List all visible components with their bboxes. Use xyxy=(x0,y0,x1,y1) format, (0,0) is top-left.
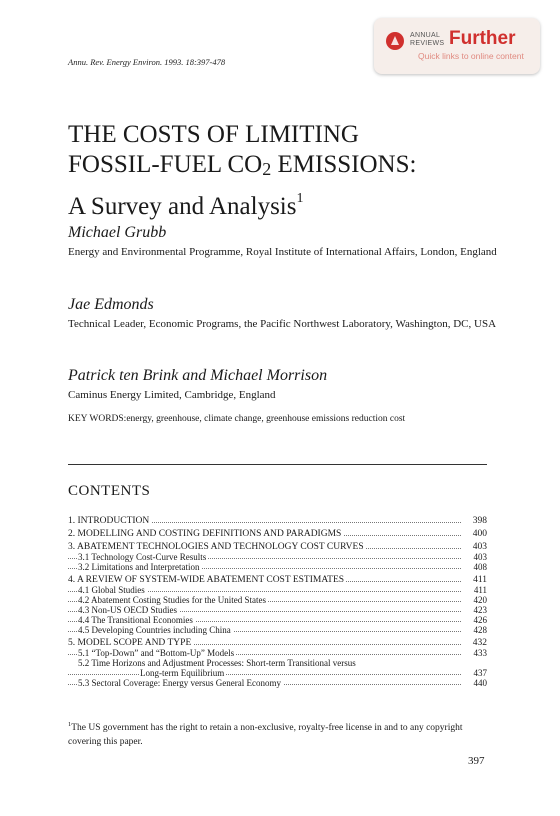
toc-entry[interactable] xyxy=(68,529,487,539)
table-of-contents xyxy=(68,513,487,688)
footnote-mark: 1 xyxy=(68,721,72,728)
author-1-name: Michael Grubb xyxy=(68,224,167,241)
badge-reviews-label: REVIEWS xyxy=(410,40,445,47)
toc-entry[interactable] xyxy=(68,625,487,635)
toc-entry[interactable] xyxy=(68,542,487,552)
toc-entry-page: 420 xyxy=(473,595,487,605)
section-divider xyxy=(68,464,487,465)
toc-entry[interactable] xyxy=(68,648,487,658)
title-line-1: THE COSTS OF LIMITING xyxy=(68,121,359,148)
toc-entry-page: 411 xyxy=(473,585,487,595)
badge-quicklinks-label: Quick links to online content xyxy=(418,51,524,61)
author-2-affiliation: Technical Leader, Economic Programs, the Pacific Northwest Laboratory, Washington, DC, USA xyxy=(68,318,497,330)
badge-further-label: Further xyxy=(449,28,516,49)
toc-entry[interactable] xyxy=(68,605,487,615)
toc-entry-label: 3. ABATEMENT TECHNOLOGIES AND TECHNOLOGY COST CURVES xyxy=(68,542,364,552)
author-2-name: Jae Edmonds xyxy=(68,296,154,313)
title-line-2: FOSSIL-FUEL $CO_2$ EMISSIONS: xyxy=(68,151,417,179)
toc-entry[interactable] xyxy=(68,678,487,688)
toc-entry[interactable] xyxy=(68,638,487,648)
page-number: 397 xyxy=(468,755,485,767)
toc-entry-label: 2. MODELLING AND COSTING DEFINITIONS AND PARADIGMS xyxy=(68,529,342,539)
contents-heading: CONTENTS xyxy=(68,483,151,499)
title-footnote-mark[interactable]: 1 xyxy=(296,191,304,206)
footnote-text: The US government has the right to retain a non-exclusive, royalty-free license in and to any copyright covering this paper. xyxy=(68,723,463,748)
toc-entry[interactable] xyxy=(68,562,487,572)
toc-entry-label: 4.3 Non-US OECD Studies xyxy=(78,605,178,615)
badge-annual-label: ANNUAL xyxy=(410,32,441,39)
toc-entry-page: 432 xyxy=(472,638,487,648)
toc-entry-page: 440 xyxy=(473,678,487,688)
toc-entry-label: 4.1 Global Studies xyxy=(78,585,145,595)
toc-entry-label: 5.1 “Top-Down” and “Bottom-Up” Models xyxy=(78,648,235,658)
toc-entry-page: 411 xyxy=(473,575,487,585)
toc-entry[interactable] xyxy=(68,552,487,562)
toc-entry-page: 428 xyxy=(473,625,487,635)
footnote xyxy=(68,718,490,749)
author-1-affiliation: Energy and Environmental Programme, Royal Institute of International Affairs, London, England xyxy=(68,246,497,258)
toc-entry-page: 403 xyxy=(472,542,487,552)
toc-entry-page: 433 xyxy=(473,648,487,658)
journal-reference: Annu. Rev. Energy Environ. 1993. 18:397-478 xyxy=(68,57,226,67)
toc-entry[interactable] xyxy=(68,516,487,526)
toc-entry-page: 403 xyxy=(473,552,487,562)
toc-entry-label: Long-term Equilibrium xyxy=(140,668,225,678)
author-3-name: Patrick ten Brink and Michael Morrison xyxy=(68,367,328,384)
toc-entry-label: 3.2 Limitations and Interpretation xyxy=(78,562,200,572)
toc-entry[interactable] xyxy=(68,575,487,585)
toc-leader-dots xyxy=(68,674,461,675)
key-words: KEY WORDS:energy, greenhouse, climate change, greenhouse emissions reduction cost xyxy=(68,414,406,424)
toc-entry-page: 400 xyxy=(472,529,487,539)
paper-title xyxy=(68,120,416,222)
toc-entry-label: 1. INTRODUCTION xyxy=(68,516,150,526)
toc-entry-page: 423 xyxy=(473,605,487,615)
toc-entry-label: 4. A REVIEW OF SYSTEM-WIDE ABATEMENT COST ESTIMATES xyxy=(68,575,345,585)
toc-entry-page: 408 xyxy=(473,562,487,572)
annual-reviews-logo-icon xyxy=(386,32,404,50)
toc-entry-label: 5.2 Time Horizons and Adjustment Processes: Short-term Transitional versus xyxy=(78,658,356,668)
further-badge[interactable] xyxy=(374,18,540,74)
toc-entry-label: 4.2 Abatement Costing Studies for the United States xyxy=(78,595,266,605)
title-line-3: A Survey and Analysis$^1$ xyxy=(68,191,304,220)
toc-entry[interactable] xyxy=(68,668,487,678)
toc-entry-label: 4.5 Developing Countries including China xyxy=(78,625,231,635)
toc-entry-page: 398 xyxy=(472,516,487,526)
toc-entry[interactable] xyxy=(68,615,487,625)
toc-entry[interactable] xyxy=(68,658,487,668)
toc-entry[interactable] xyxy=(68,595,487,605)
toc-entry-label: 4.4 The Transitional Economies xyxy=(78,615,193,625)
toc-entry-label: 3.1 Technology Cost-Curve Results xyxy=(78,552,207,562)
toc-entry[interactable] xyxy=(68,585,487,595)
toc-entry-label: 5.3 Sectoral Coverage: Energy versus General Economy xyxy=(78,678,282,688)
toc-entry-label: 5. MODEL SCOPE AND TYPE xyxy=(68,638,192,648)
toc-entry-page: 437 xyxy=(473,668,487,678)
author-3-affiliation: Caminus Energy Limited, Cambridge, England xyxy=(68,389,276,401)
toc-entry-page: 426 xyxy=(473,615,487,625)
